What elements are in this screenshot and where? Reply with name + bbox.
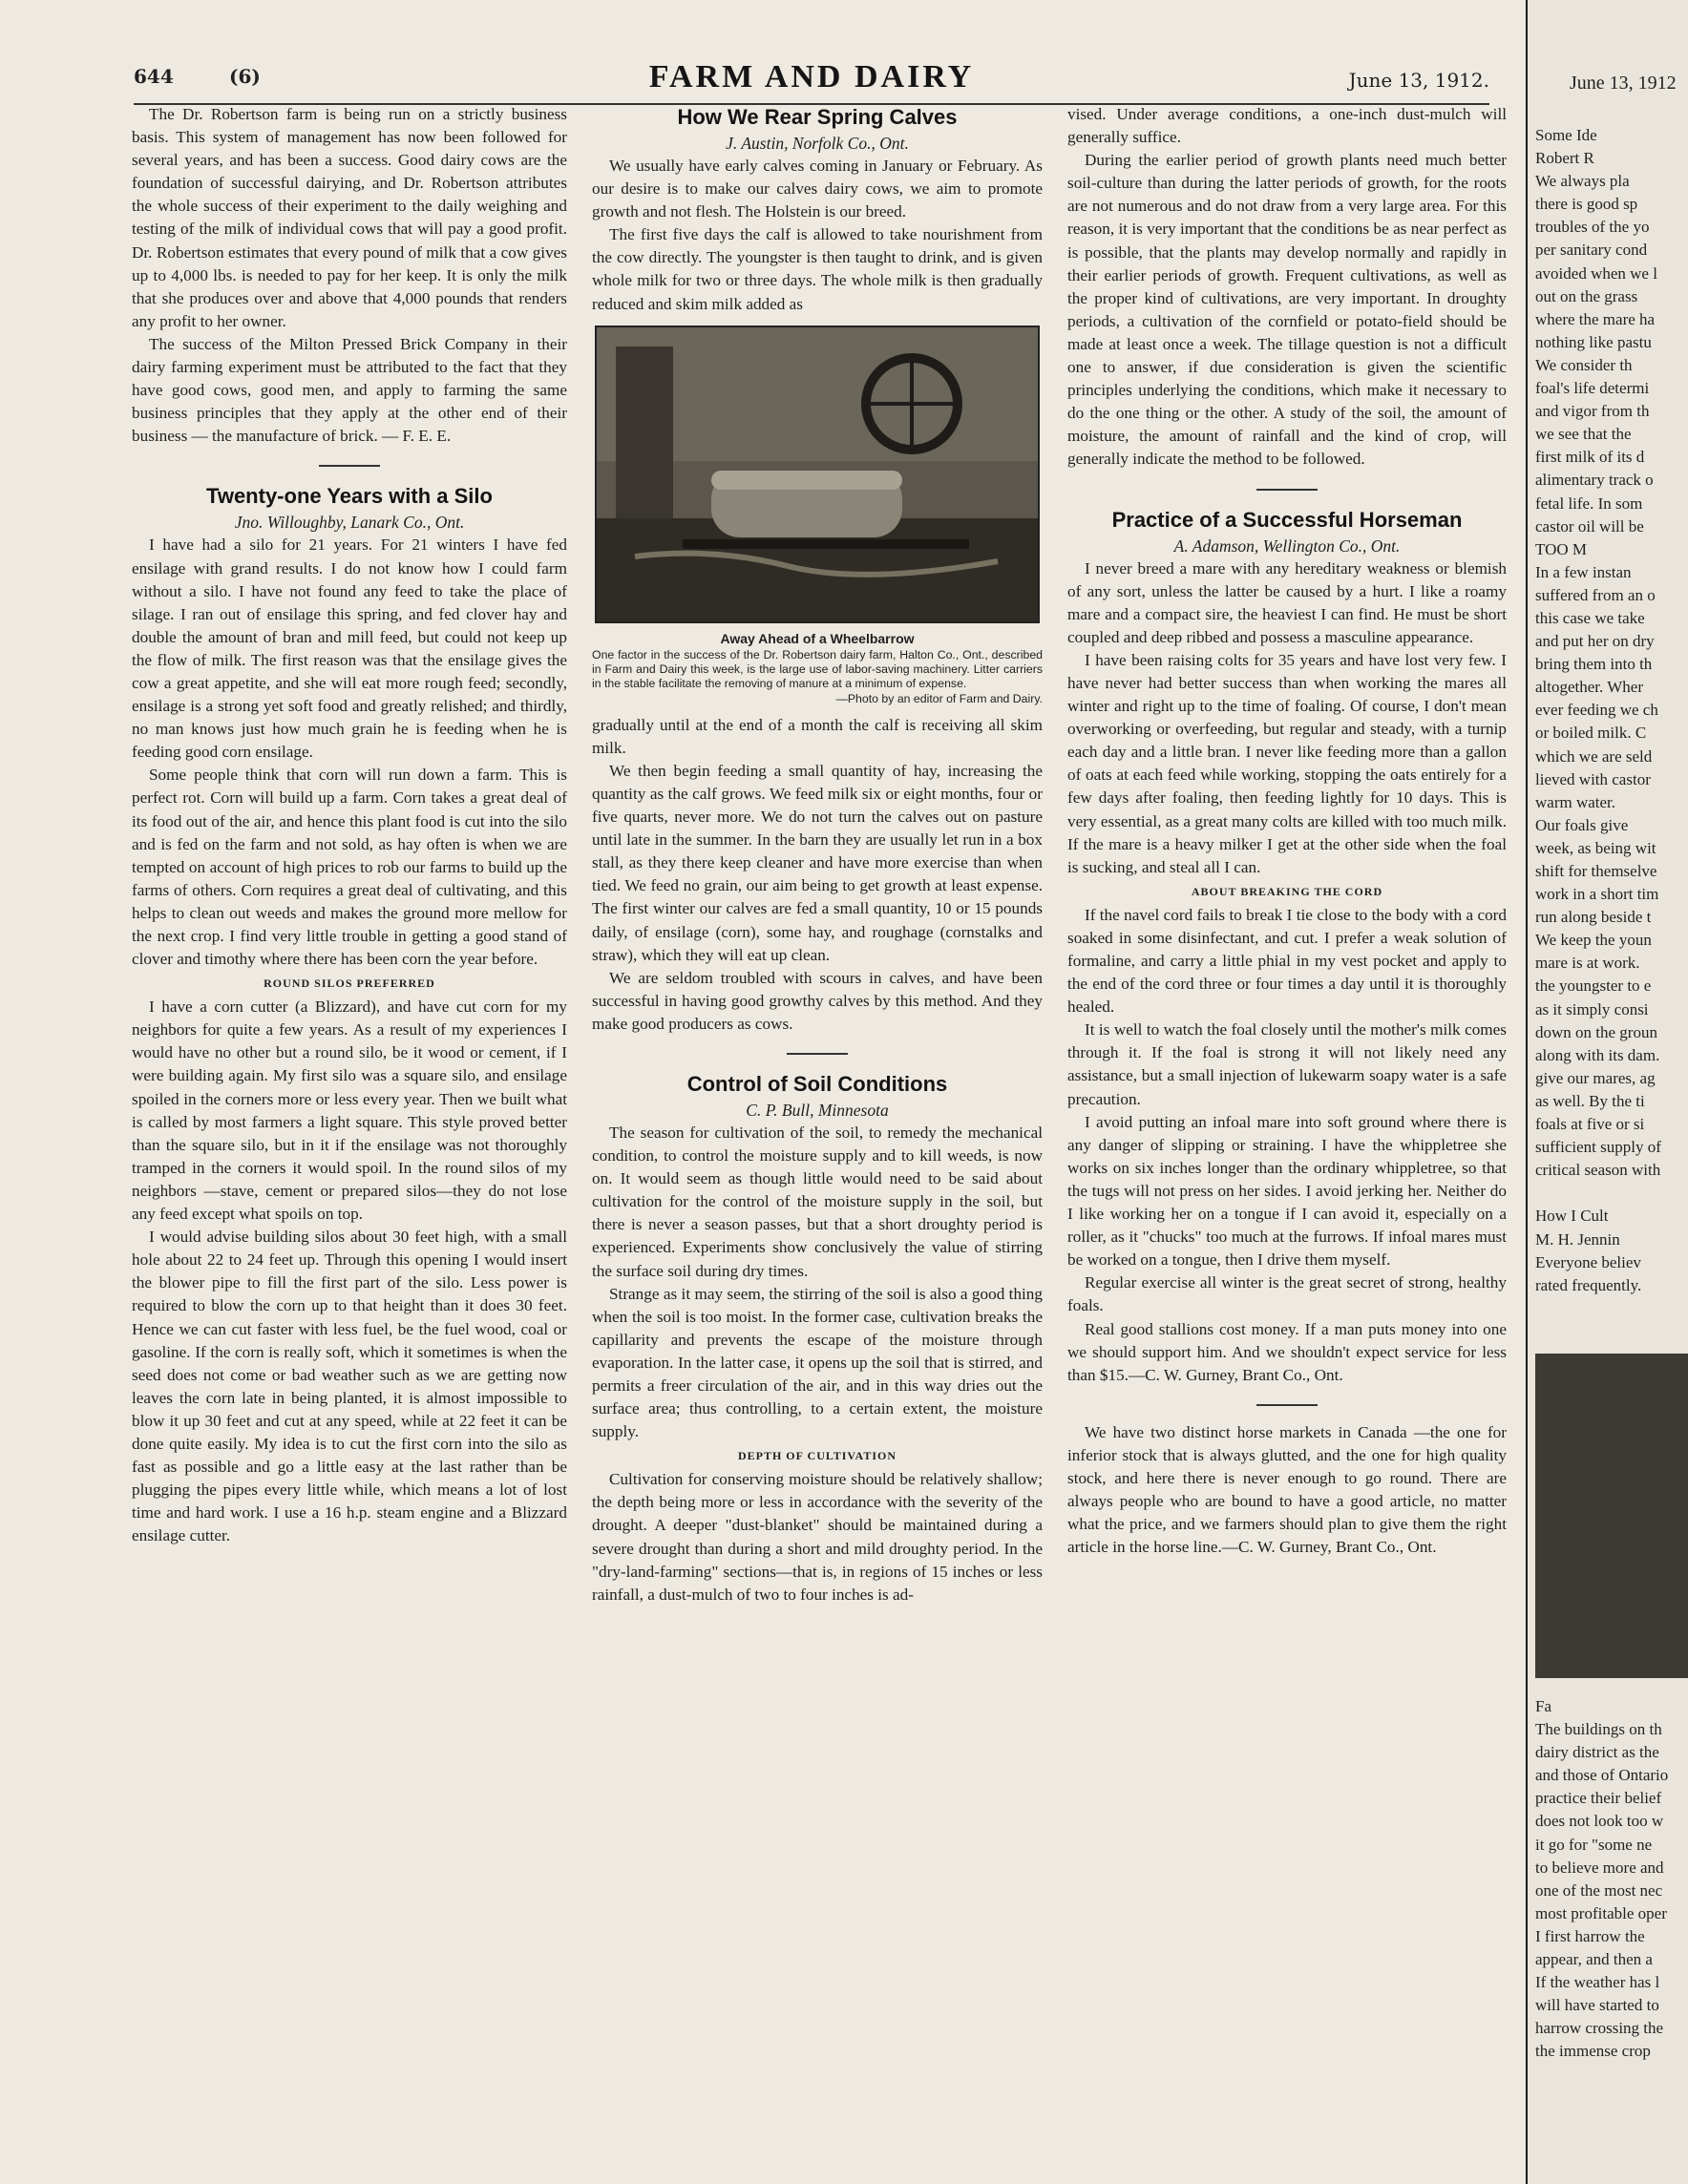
adjacent-line: mare is at work.	[1535, 954, 1640, 973]
adjacent-line: which we are seld	[1535, 746, 1653, 766]
adjacent-line: dairy district as the	[1535, 1743, 1659, 1762]
article-title-silo: Twenty-one Years with a Silo	[206, 484, 493, 509]
subheading: DEPTH OF CULTIVATION	[737, 1449, 897, 1463]
adjacent-line: give our mares, ag	[1535, 1068, 1656, 1087]
column-2	[592, 103, 1043, 1606]
adjacent-line: per sanitary cond	[1535, 241, 1648, 260]
adjacent-line: sufficient supply of	[1535, 1138, 1661, 1157]
adjacent-line: Everyone believ	[1535, 1252, 1641, 1271]
adjacent-line: suffered from an o	[1535, 585, 1656, 604]
paragraph: I avoid putting an infoal mare into soft ground where there is any danger of slipping or straining. I have the whippletree she works on six inches longer than the ordinary whippletree, so that the tugs will not press on her sides. I avoid jerking her. Neither do I like working her on a tongue if I can avoid it, especially on a roller, as it "chucks" too much at the furrows. If infoal mares must be worked on a tongue, then I drive them myself.	[1067, 1112, 1507, 1270]
paragraph: I have a corn cutter (a Blizzard), and have cut corn for my neighbors for quite a few years. As a result of my experiences I would have no other but a round silo, be it wood or cement, if I were building again. My first silo was a square silo, and ensilage spoiled in the corners more or less every year. Then we built what is called by most farmers a light square. This style proved better than the square silo, but in it if the ensilage was not thoroughly tramped in the corners it would spoil. In the round silos of my neighbors —stave, cement or prepared silos—they do not lose any feed except what spoils on top.	[132, 998, 567, 1224]
paragraph: Real good stallions cost money. If a man puts money into one we should support him. And we shouldn't expect service for less than $15.—C. W. Gurney, Brant Co., Ont.	[1067, 1319, 1507, 1384]
adjacent-line: lieved with castor	[1535, 769, 1651, 788]
article-title-calves: How We Rear Spring Calves	[677, 105, 958, 129]
adjacent-line: Our foals give	[1535, 815, 1629, 834]
adjacent-line: will have started to	[1535, 1996, 1659, 2015]
page-marker: (6)	[229, 65, 261, 88]
adjacent-line: as well. By the ti	[1535, 1091, 1645, 1110]
article-title-horseman: Practice of a Successful Horseman	[1111, 507, 1463, 532]
adjacent-line: practice their belief	[1535, 1789, 1662, 1808]
adjacent-line: castor oil will be	[1535, 516, 1644, 536]
byline: C. P. Bull, Minnesota	[746, 1100, 889, 1120]
paragraph: I have had a silo for 21 years. For 21 winters I have fed ensilage with grand results. I do not know how I could farm without a silo. I have not found any feed to take the place of silage. I ran out of ensilage this spring, and fed clover hay and double the amount of bran and mill feed, but could not keep up the flow of milk. The first reason was that the ensilage gives the cow a great appetite, and she will eat more rough feed; secondly, ensilage is a strong yet soft food and greatly relished; and thirdly, no man knows just how much grain he is feeding when he is feeding good corn ensilage.	[132, 536, 567, 762]
adjacent-line: and put her on dry	[1535, 632, 1655, 651]
paragraph: We usually have early calves coming in January or February. As our desire is to make our calves dairy cows, we aim to promote growth and not flesh. The Holstein is our breed.	[592, 157, 1043, 221]
article-title-soil: Control of Soil Conditions	[686, 1071, 948, 1096]
adjacent-line: fetal life. In som	[1535, 494, 1643, 513]
paragraph: gradually until at the end of a month the calf is receiving all skim milk.	[592, 715, 1043, 757]
adjacent-line: I first harrow the	[1535, 1926, 1645, 1945]
adjacent-line: critical season with	[1535, 1161, 1661, 1180]
masthead: FARM AND DAIRY	[648, 59, 975, 94]
adjacent-line: bring them into th	[1535, 655, 1653, 674]
adjacent-date: June 13, 1912	[1570, 73, 1677, 94]
paragraph: The season for cultivation of the soil, to remedy the mechanical condition, to control the moisture supply and to kill weeds, is now on. It would seem as though little would need to be said about cultivation for the control of the moisture supply in the soil, but there is never a season passes, but that a short droughty period is experienced. Experiments show conclusively the value of stirring the surface soil during dry times.	[592, 1123, 1043, 1280]
divider	[787, 1053, 848, 1055]
page-number: 644	[134, 65, 174, 88]
adjacent-line: there is good sp	[1535, 195, 1638, 214]
adjacent-line: Some Ide	[1535, 126, 1597, 144]
adjacent-line: shift for themselve	[1535, 862, 1657, 880]
column-1	[132, 103, 567, 1547]
paragraph: I never breed a mare with any hereditary weakness or blemish of any sort, unless the latter be caused by a hurt. I like a roamy mare and a compact sire, the heaviest I can find. He must be short coupled and deep ribbed and possess a masculine appearance.	[1067, 558, 1507, 646]
adjacent-line: and those of Ontario	[1535, 1766, 1669, 1785]
adjacent-line: this case we take	[1535, 608, 1645, 627]
subheading: ROUND SILOS PREFERRED	[264, 976, 435, 991]
paragraph: The Dr. Robertson farm is being run on a strictly business basis. This system of management has now been followed for several years, and has been a success. Good dairy cows are the foundation of successful dairying, and Dr. Robertson attributes the whole success of their experiment to the daily weighing and testing of the milk of individual cows that will pay a good profit. Dr. Robertson estimates that every pound of milk that a cow gives up to 4,000 lbs. is needed to pay for her keep. It is only the milk that she produces over and above that 4,000 pounds that renders any profit to her owner.	[132, 105, 567, 330]
paragraph: I have been raising colts for 35 years and have lost very few. I have never had better success than when working the mares all winter and right up to the time of foaling. Of course, I don't mean overworking or overfeeding, but regular and steady, with a turnip each day and a little bran. I never like feeding more than a gallon of oats at each feed while working, stopping the oats entirely for a few days after foaling, then feeding lightly for 10 days. This is very essential, as a great many colts are killed with too much milk. If the mare is a heavy milker I get at the other side when the foal is sucking, and steal all I can.	[1067, 650, 1507, 876]
photo-credit: —Photo by an editor of Farm and Dairy.	[835, 691, 1043, 705]
adjacent-line: the immense crop	[1535, 2042, 1651, 2061]
photo-caption-title: Away Ahead of a Wheelbarrow	[720, 630, 915, 646]
adjacent-line: We consider th	[1535, 355, 1633, 374]
column-3	[1067, 103, 1507, 1559]
paragraph: Regular exercise all winter is the great secret of strong, healthy foals.	[1067, 1273, 1507, 1315]
divider	[1256, 1404, 1318, 1406]
paragraph: It is well to watch the foal closely until the mother's milk comes through it. If the foal is strong it will not likely need any assistance, but a small injection of lukewarm soapy water is a safe precaution.	[1067, 1020, 1507, 1108]
paragraph: The success of the Milton Pressed Brick Company in their dairy farming experiment must be attributed to the fact that they have good cows, good men, and apply to farming the same business principles that they apply at the other end of their business — the manufacture of brick. — F. E. E.	[132, 334, 567, 446]
adjacent-line: Robert R	[1535, 149, 1594, 168]
adjacent-line: does not look too w	[1535, 1812, 1664, 1831]
paragraph: During the earlier period of growth plants need much better soil-culture than during the latter periods of growth, for the roots are not numerous and do not draw from a very large area. For this reason, it is very important that the conditions be as near perfect as is possible, that the plants may develop normally and rapidly in their earlier periods of growth. Frequent cultivations, as well as the proper kind of cultivations, are very important. In droughty periods, a cultivation of the cornfield or potato-field should be made at least once a week. The tillage question is not a difficult one to answer, if due consideration is given the scientific principles underlying the conditions, which make it necessary to do the one thing or the other. A study of the soil, the amount of moisture, the amount of rainfall and the kind of crop, will generally indicate the method to be followed.	[1067, 151, 1507, 469]
adjacent-line: ever feeding we ch	[1535, 701, 1658, 720]
adjacent-line: week, as being wit	[1535, 838, 1656, 857]
page-header	[134, 57, 1489, 105]
adjacent-line: M. H. Jennin	[1535, 1229, 1620, 1249]
paragraph: vised. Under average conditions, a one-inch dust-mulch will generally suffice.	[1067, 105, 1507, 147]
adjacent-line: alimentary track o	[1535, 471, 1654, 490]
adjacent-line: as it simply consi	[1535, 999, 1649, 1018]
adjacent-line: In a few instan	[1535, 562, 1632, 581]
paragraph: We are seldom troubled with scours in calves, and have been successful in having good growthy calves by this method. And they make good producers as cows.	[592, 968, 1043, 1033]
adjacent-line: altogether. Wher	[1535, 678, 1643, 697]
adjacent-text-fragment	[1535, 124, 1688, 1297]
adjacent-line: How I Cult	[1535, 1207, 1609, 1226]
adjacent-line: first milk of its d	[1535, 448, 1645, 467]
divider	[319, 465, 380, 467]
adjacent-line: to believe more and	[1535, 1858, 1664, 1877]
adjacent-line: rated frequently.	[1535, 1275, 1642, 1294]
adjacent-line: Fa	[1535, 1697, 1551, 1715]
adjacent-line: where the mare ha	[1535, 309, 1656, 328]
adjacent-line	[1535, 1182, 1688, 1205]
paragraph: Some people think that corn will run down a farm. This is perfect rot. Corn will build up a farm. Corn takes a great deal of its food out of the air, and hence this plant food is cut into the silo and is fed on the farm and not sold, as hay often is when we are tempted on account of high prices to rob our farms to build up the farms of others. Corn requires a great deal of cultivating, and this helps to clean out weeds and makes the ground more mellow for the next crop. I find very little trouble in getting a good stand of clover and timothy where there has been corn the year before.	[132, 766, 567, 969]
adjacent-line: down on the groun	[1535, 1022, 1657, 1041]
adjacent-line: along with its dam.	[1535, 1045, 1660, 1064]
adjacent-line: or boiled milk. C	[1535, 724, 1647, 743]
adjacent-line: nothing like pastu	[1535, 332, 1652, 351]
subheading: ABOUT BREAKING THE CORD	[1191, 884, 1383, 898]
adjacent-line: If the weather has l	[1535, 1973, 1660, 1992]
adjacent-line: appear, and then a	[1535, 1950, 1653, 1969]
adjacent-line: TOO M	[1535, 539, 1587, 558]
paragraph: I would advise building silos about 30 feet high, with a small hole about 22 to 24 feet up. Through this opening I would insert the blower pipe to fill the first part of the silo. Less power is required to blow the corn up to that height than it does 30 feet. Hence we can cut faster with less fuel, be the fuel wood, coal or gasoline. If the corn is really soft, which it sometimes is when the seed does not come or bad weather such as we are getting now leaves the corn late in being planted, it is almost impossible to blow it up 30 feet and cut at any speed, while at 22 feet it can be done quite easily. My idea is to cut the first corn into the silo as fast as possible and go a little easy at the last rather than be plugging the pipes every little while, which means a lot of lost time and hard work. I use a 16 h.p. steam engine and a Blizzard ensilage cutter.	[132, 1228, 567, 1545]
adjacent-line: we see that the	[1535, 425, 1632, 444]
adjacent-line: The buildings on th	[1535, 1720, 1662, 1739]
adjacent-line: the youngster to e	[1535, 976, 1652, 996]
adjacent-page-fragment	[1528, 0, 1688, 2184]
issue-date: June 13, 1912.	[1348, 69, 1489, 92]
adjacent-line: run along beside t	[1535, 908, 1652, 927]
adjacent-line: work in a short tim	[1535, 885, 1659, 904]
byline: A. Adamson, Wellington Co., Ont.	[1173, 536, 1401, 556]
paragraph: If the navel cord fails to break I tie close to the body with a cord soaked in some disinfectant, and cut. I prefer a weak solution of formaline, and carry a little phial in my vest pocket and apply to the end of the cord three or four times a day until it is thoroughly healed.	[1067, 905, 1507, 1017]
paragraph: We then begin feeding a small quantity of hay, increasing the quantity as the calf grows. We feed milk six or eight months, four or five quarts, never more. We do not turn the calves out on pasture until late in the summer. In the barn they are usually let run in a box stall, as they there keep cleaner and have more exercise than when tied. We feed no grain, our aim being to get growth at least expense. The first winter our calves are fed a small quantity, 10 or 15 pounds daily, of ensilage (corn), some hay, and roughage (cornstalks and straw), which they will eat up clean.	[592, 761, 1043, 964]
adjacent-line: out on the grass	[1535, 286, 1638, 305]
paragraph: Strange as it may seem, the stirring of the soil is also a good thing when the soil is too moist. In the former case, cultivation breaks the capillarity and prevents the escape of the moisture through evaporation. In the latter case, it opens up the soil that is stirred, and permits a freer circulation of the air, and in this way dries out the surface area; thus controlling, to a certain extent, the moisture supply.	[592, 1284, 1043, 1441]
adjacent-line: warm water.	[1535, 792, 1616, 811]
adjacent-line: one of the most nec	[1535, 1880, 1663, 1900]
byline: Jno. Willoughby, Lanark Co., Ont.	[234, 513, 465, 533]
adjacent-photo	[1535, 1354, 1688, 1678]
paragraph: The first five days the calf is allowed to take nourishment from the cow directly. The youngster is then taught to drink, and is given whole milk for two or three days. The whole milk is then gradually reduced and skim milk added as	[592, 225, 1043, 313]
photo-caption: One factor in the success of the Dr. Robertson dairy farm, Halton Co., Ont., described in Farm and Dairy this week, is the large use of labor-saving machinery. Litter carriers in the stable facilitate the removing of manure at a minimum of expense.	[592, 647, 1043, 690]
adjacent-line: We always pla	[1535, 172, 1630, 191]
adjacent-line: troubles of the yo	[1535, 218, 1650, 237]
adjacent-line: foals at five or si	[1535, 1115, 1645, 1134]
adjacent-line: foal's life determi	[1535, 379, 1650, 398]
wheelbarrow-photo	[595, 326, 1040, 623]
adjacent-line: We keep the youn	[1535, 931, 1652, 950]
adjacent-line: harrow crossing the	[1535, 2019, 1664, 2038]
adjacent-line: most profitable oper	[1535, 1903, 1667, 1922]
adjacent-line: it go for "some ne	[1535, 1835, 1653, 1854]
litter-carrier-illustration	[597, 327, 1038, 621]
divider	[1256, 489, 1318, 491]
byline: J. Austin, Norfolk Co., Ont.	[726, 134, 909, 153]
paragraph: Cultivation for conserving moisture should be relatively shallow; the depth being more or less in accordance with the severity of the drought. A deeper "dust-blanket" should be maintained during a severe drought than during a short and mild droughty period. In the "dry-land-farming" sections—that is, in regions of 15 inches or less rainfall, a dust-mulch of two to four inches is ad-	[592, 1470, 1043, 1604]
adjacent-text-fragment-2	[1535, 1695, 1688, 2064]
paragraph: We have two distinct horse markets in Canada —the one for inferior stock that is always glutted, and the one for high quality stock, and here there is never enough to go round. There are always people who are bound to have a good article, no matter what the price, and we farmers should plan to give them the right article in the horse line.—C. W. Gurney, Brant Co., Ont.	[1067, 1422, 1507, 1557]
adjacent-line: and vigor from th	[1535, 402, 1650, 421]
adjacent-line: avoided when we l	[1535, 263, 1657, 283]
